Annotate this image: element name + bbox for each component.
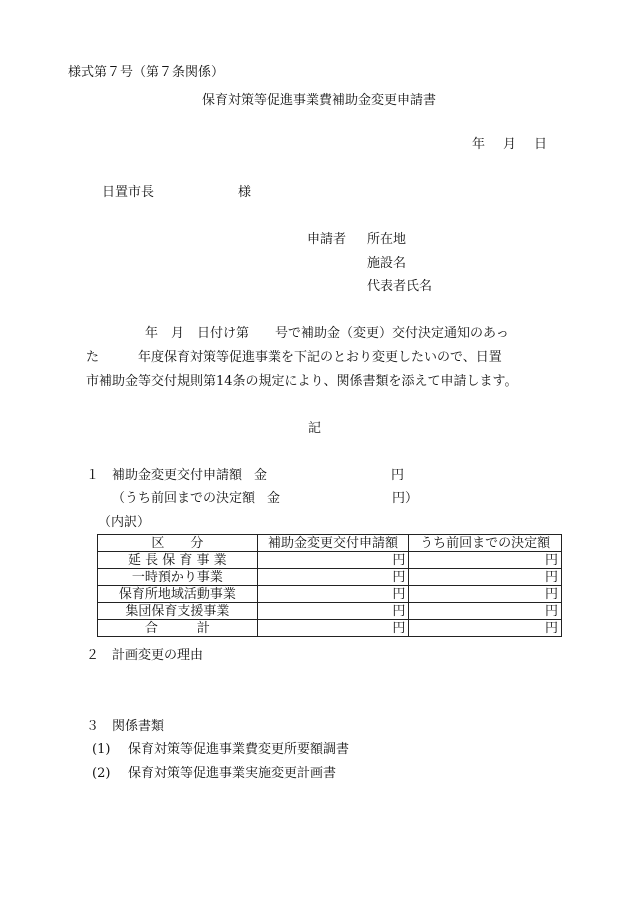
item-3-label: 関係書類 [112,719,165,734]
body-line-3: 市補助金等交付規則第14条の規定により、関係書類を添えて申請します。 [86,374,518,389]
ki-heading: 記 [308,421,322,436]
row-category: 延 長 保 育 事 業 [98,552,258,569]
item-1-sub-amount-prefix: 金 [267,491,281,506]
addressee-name: 日置市長 [102,185,155,200]
document-item [92,743,349,756]
table-row [98,586,562,603]
document-label: 保育対策等促進事業費変更所要額調書 [128,742,350,757]
date-line [472,138,547,151]
applicant-address-label: 所在地 [367,232,407,247]
document-label: 保育対策等促進事業実施変更計画書 [128,766,337,781]
item-3-documents [86,720,164,733]
item-1-number: １ [86,468,100,483]
row-requested: 円 [257,603,409,620]
applicant-representative-label: 代表者氏名 [367,279,433,294]
row-category: 集団保育支援事業 [98,603,258,620]
document-item [92,767,336,780]
row-category: 保育所地域活動事業 [98,586,258,603]
item-2-reason [86,649,203,662]
row-decided: 円 [409,569,562,586]
row-decided: 円 [409,620,562,637]
document-number: (1) [92,742,111,757]
addressee [102,186,251,199]
document-number: (2) [92,766,111,781]
breakdown-header-row [98,535,562,552]
body-line-2: た 年度保育対策等促進事業を下記のとおり変更したいので、日置 [86,350,502,365]
table-row [98,552,562,569]
table-total-row [98,620,562,637]
item-1-previous-amount [112,492,418,505]
row-requested: 円 [257,620,409,637]
item-2-label: 計画変更の理由 [112,648,204,663]
document-title: 保育対策等促進事業費補助金変更申請書 [201,93,436,108]
item-1-sub-label: （うち前回までの決定額 [112,491,256,506]
table-row [98,603,562,620]
row-decided: 円 [409,552,562,569]
applicant-facility-label: 施設名 [367,256,407,271]
row-decided: 円 [409,586,562,603]
breakdown-table [97,534,562,637]
date-month: 月 [503,137,517,152]
row-requested: 円 [257,586,409,603]
header-requested: 補助金変更交付申請額 [257,535,409,552]
table-row [98,569,562,586]
header-category: 区 分 [98,535,258,552]
breakdown-title: （内訳） [98,515,151,530]
addressee-honorific: 様 [238,185,252,200]
row-decided: 円 [409,603,562,620]
row-category: 一時預かり事業 [98,569,258,586]
body-line-1: 年 月 日付け第 号で補助金（変更）交付決定通知のあっ [145,326,509,341]
header-decided: うち前回までの決定額 [409,535,562,552]
date-year: 年 [472,137,486,152]
row-requested: 円 [257,552,409,569]
applicant-label: 申請者 [307,232,347,247]
item-3-number: ３ [86,719,100,734]
item-1-amount [86,469,404,482]
form-number: 様式第７号（第７条関係） [68,65,225,80]
date-day: 日 [534,137,548,152]
row-category: 合 計 [98,620,258,637]
item-1-label: 補助金変更交付申請額 [112,468,243,483]
item-1-sub-yen: 円） [392,491,419,506]
item-1-yen: 円 [391,468,405,483]
item-2-number: ２ [86,648,100,663]
item-1-amount-prefix: 金 [254,468,268,483]
row-requested: 円 [257,569,409,586]
